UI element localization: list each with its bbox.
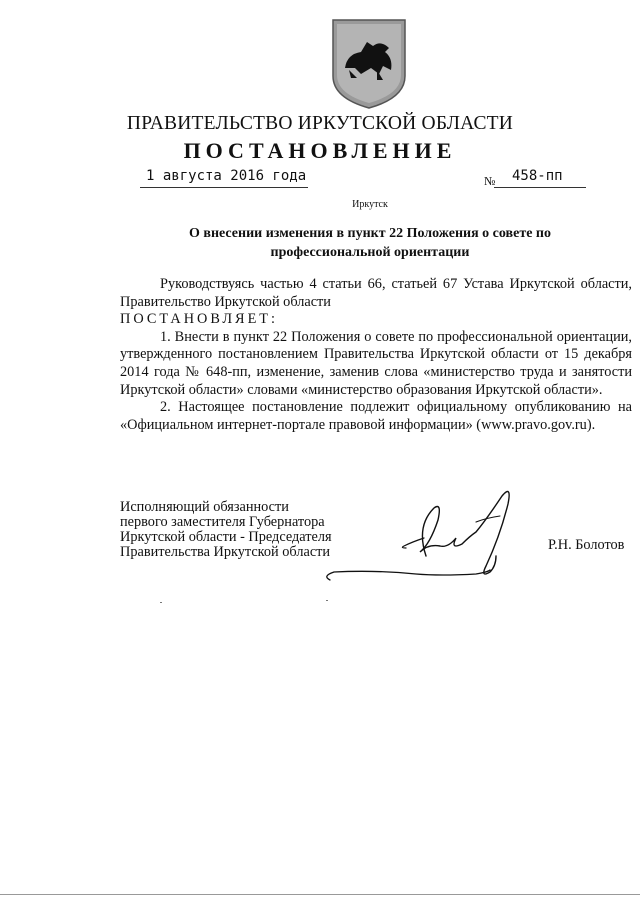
document-body xyxy=(120,276,632,434)
scan-speck xyxy=(326,600,328,601)
handwritten-signature xyxy=(316,486,524,592)
document-type: ПОСТАНОВЛЕНИЕ xyxy=(183,138,457,163)
number-underline xyxy=(494,187,586,188)
item-2-paragraph: 2. Настоящее постановление подлежит официальному опубликованию на «Официальном интернет-портале правовой информации» (www.pravo.gov.ru). xyxy=(120,399,632,433)
preamble-paragraph: Руководствуясь частью 4 статьи 66, статьей 67 Устава Иркутской области, Правительство Иркутской области xyxy=(120,276,632,310)
position-line: Исполняющий обязанности xyxy=(120,499,289,515)
document-title: О внесении изменения в пункт 22 Положения о совете по профессиональной ориентации xyxy=(189,226,551,260)
government-title: ПРАВИТЕЛЬСТВО ИРКУТСКОЙ ОБЛАСТИ xyxy=(126,113,514,134)
date-underline xyxy=(140,187,308,188)
number-sign: № xyxy=(484,174,496,188)
position-line: первого заместителя Губернатора xyxy=(120,514,325,530)
item-1-paragraph: 1. Внести в пункт 22 Положения о совете по профессиональной ориентации, утвержденного постановлением Правительства Иркутской области от 15 декабря 2014 года № 648-пп, изменение, заменив слова «министерство труда и занятости Иркутской области» словами «министерство образования Иркутской области». xyxy=(120,328,632,398)
document-number: 458-пп xyxy=(512,168,563,184)
position-line: Иркутской области - Председателя xyxy=(120,529,332,545)
signatory-position xyxy=(120,500,332,560)
decree-word: ПОСТАНОВЛЯЕТ: xyxy=(120,311,279,328)
signatory-name: Р.Н. Болотов xyxy=(548,537,625,553)
position-line: Правительства Иркутской области xyxy=(120,544,331,560)
coat-of-arms-icon xyxy=(331,18,407,110)
scan-bottom-edge xyxy=(0,894,640,895)
document-city: Иркутск xyxy=(352,199,388,210)
scan-speck xyxy=(160,602,162,603)
document-date: 1 августа 2016 года xyxy=(146,168,307,184)
